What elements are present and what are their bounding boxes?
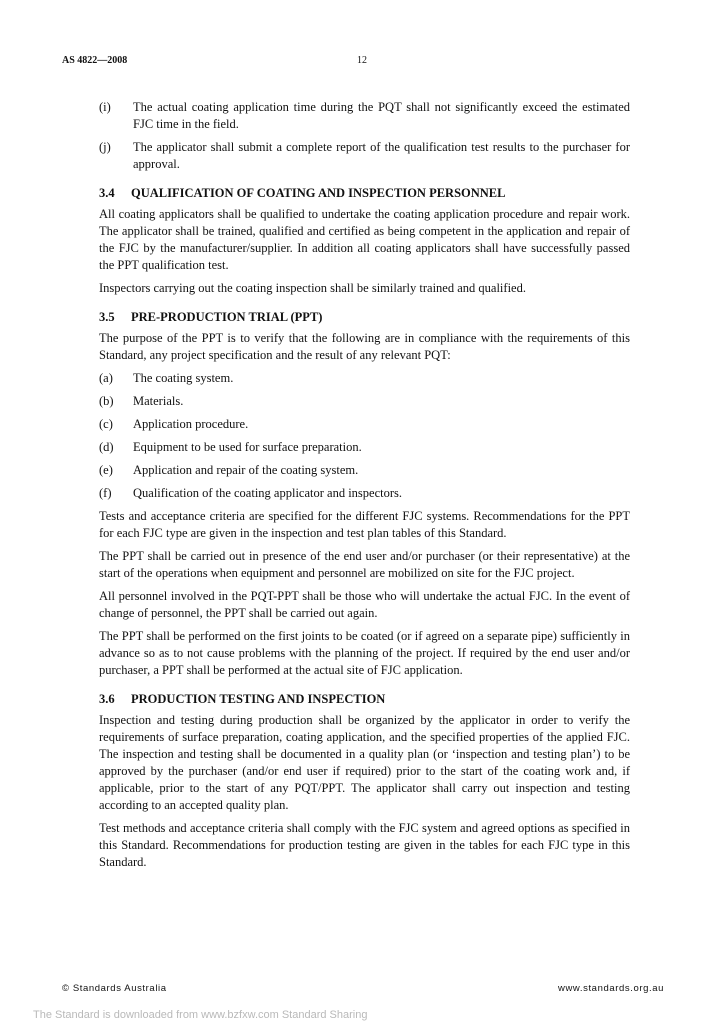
- list-item-text: Equipment to be used for surface preparation.: [133, 440, 362, 454]
- list-item-text: Application and repair of the coating system.: [133, 463, 359, 477]
- list-item-label: (f): [99, 486, 112, 500]
- list-item-text: Application procedure.: [133, 417, 249, 431]
- list-item-text: Qualification of the coating applicator and inspectors.: [133, 486, 403, 500]
- page-body: [99, 99, 630, 877]
- list-item: [99, 99, 630, 133]
- page-number: 12: [357, 55, 367, 66]
- paragraph: The PPT shall be performed on the first joints to be coated (or if agreed on a separate pipe) sufficiently in advance so as to not cause problems with the planning of the project. If required by the end user and/or purchaser, a PPT shall be performed at the actual site of FJC application.: [99, 629, 630, 677]
- list-item-text: The actual coating application time during the PQT shall not significantly exceed the estimated FJC time in the field.: [133, 100, 630, 131]
- list-item-label: (c): [99, 417, 113, 431]
- section-title: PRE-PRODUCTION TRIAL (PPT): [131, 310, 323, 324]
- paragraph: All personnel involved in the PQT-PPT shall be those who will undertake the actual FJC. In the event of change of personnel, the PPT shall be carried out again.: [99, 589, 630, 620]
- footer-website: www.standards.org.au: [558, 983, 664, 994]
- section-title: QUALIFICATION OF COATING AND INSPECTION PERSONNEL: [131, 186, 506, 200]
- paragraph: Inspectors carrying out the coating inspection shall be similarly trained and qualified.: [99, 281, 526, 295]
- list-item-label: (e): [99, 463, 113, 477]
- list-item: [99, 139, 630, 173]
- download-watermark: The Standard is downloaded from www.bzfxw.com Standard Sharing: [33, 1009, 368, 1021]
- list-item-label: (j): [99, 140, 111, 154]
- section-number: 3.4: [99, 186, 115, 200]
- paragraph: Test methods and acceptance criteria shall comply with the FJC system and agreed options as specified in this Standard. Recommendations for production testing are given in the tables for each FJC type in this Standard.: [99, 821, 630, 869]
- footer-copyright: © Standards Australia: [62, 983, 167, 994]
- list-item-text: The applicator shall submit a complete report of the qualification test results to the purchaser for approval.: [133, 140, 630, 171]
- list-item: [99, 370, 630, 387]
- list-item-label: (i): [99, 100, 111, 114]
- paragraph: Inspection and testing during production shall be organized by the applicator in order to verify the requirements of surface preparation, coating application, and the specified properties of the applied FJC. The inspection and testing shall be documented in a quality plan (or ‘inspection and testing plan’) to be approved by the purchaser (and/or end user if required) prior to the start of the coating work and, if applicable, prior to the start of any PQT/PPT. The applicator shall carry out inspection and testing according to an accepted quality plan.: [99, 713, 630, 812]
- section-3-4-heading: [99, 185, 630, 202]
- list-item-text: Materials.: [133, 394, 184, 408]
- section-3-6-heading: [99, 691, 630, 708]
- list-item: [99, 462, 630, 479]
- paragraph: The PPT shall be carried out in presence of the end user and/or purchaser (or their representative) at the start of the operations when equipment and personnel are mobilized on site for the FJC project.: [99, 549, 630, 580]
- list-item: [99, 485, 630, 502]
- list-item-label: (a): [99, 371, 113, 385]
- document-standard-id: AS 4822—2008: [62, 55, 128, 66]
- paragraph: The purpose of the PPT is to verify that the following are in compliance with the requirements of this Standard, any project specification and the result of any relevant PQT:: [99, 331, 630, 362]
- list-item-label: (d): [99, 440, 114, 454]
- list-item: [99, 439, 630, 456]
- list-item-label: (b): [99, 394, 114, 408]
- section-number: 3.6: [99, 692, 115, 706]
- section-title: PRODUCTION TESTING AND INSPECTION: [131, 692, 386, 706]
- section-number: 3.5: [99, 310, 115, 324]
- section-3-5-heading: [99, 309, 630, 326]
- list-item: [99, 416, 630, 433]
- list-item: [99, 393, 630, 410]
- list-item-text: The coating system.: [133, 371, 234, 385]
- paragraph: Tests and acceptance criteria are specified for the different FJC systems. Recommendations for the PPT for each FJC type are given in the inspection and test plan tables of this Standard.: [99, 509, 630, 540]
- paragraph: All coating applicators shall be qualified to undertake the coating application procedure and repair work. The applicator shall be trained, qualified and certified as being competent in the application and repair of the FJC by the manufacturer/supplier. In addition all coating applicators shall have successfully passed the PPT qualification test.: [99, 207, 630, 272]
